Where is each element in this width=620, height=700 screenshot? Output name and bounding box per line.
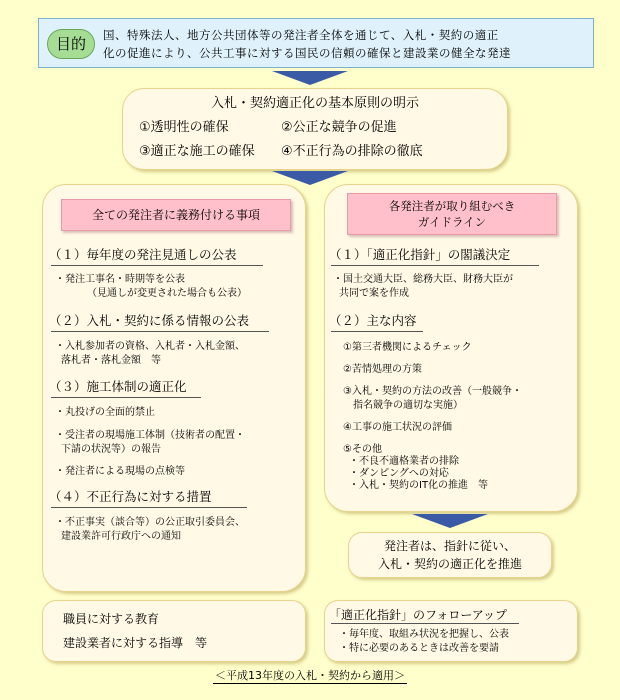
- footer-text: ＜平成13年度の入札・契約から適用＞: [215, 669, 405, 682]
- list-item: ・毎年度、取組み状況を把握し、公表: [339, 629, 509, 640]
- purpose-text: [103, 26, 587, 62]
- list-item: ・不正事実（談合等）の公正取引委員会、: [55, 517, 245, 528]
- principle-item: ②公正な競争の促進: [281, 120, 397, 135]
- down-arrow-icon: [412, 514, 488, 528]
- follow-box: [348, 532, 552, 578]
- footer-note: [0, 669, 620, 684]
- list-item: ・発注者による現場の点検等: [55, 466, 185, 477]
- principle-item: ①透明性の確保: [139, 120, 229, 135]
- list-item: ②苦情処理の方策: [343, 364, 422, 375]
- list-item: ・発注工事名・時期等を公表: [55, 274, 185, 285]
- section-heading: （１）毎年度の発注見通しの公表: [49, 247, 237, 262]
- list-item: ・受注者の現場施工体制（技術者の配置・: [55, 430, 245, 441]
- follow-line-1: 発注者は、指針に従い、: [383, 539, 516, 553]
- list-item: （見通しが変更された場合も公表）: [87, 288, 247, 299]
- underline: [331, 265, 539, 266]
- down-arrow-icon: [272, 171, 348, 185]
- purpose-banner: [38, 18, 594, 68]
- list-item: ・入札参加者の資格、入札者・入札金額、: [55, 341, 245, 352]
- education-line-2: 建設業者に対する指導 等: [63, 636, 208, 650]
- list-item: 下請の状況等）の報告: [61, 444, 161, 455]
- education-box: [42, 600, 306, 662]
- list-item: ③入札・契約の方法の改善（一般競争・: [343, 386, 522, 397]
- list-item: 建設業許可行政庁への通知: [61, 531, 181, 542]
- section-heading: （３）施工体制の適正化: [49, 379, 187, 394]
- list-item: 共同で案を作成: [339, 288, 409, 299]
- list-item: ・特に必要のあるときは改善を要請: [339, 643, 499, 654]
- list-item: ・ダンピングへの対応: [349, 468, 449, 479]
- purpose-line-2: 化の促進により、公共工事に対する国民の信頼の確保と建設業の健全な発達: [103, 46, 511, 60]
- education-line-1: 職員に対する教育: [63, 612, 160, 626]
- purpose-line-1: 国、特殊法人、地方公共団体等の発注者全体を通じて、入札・契約の適正: [103, 28, 499, 42]
- principles-box: [122, 88, 508, 170]
- section-heading: （４）不正行為に対する措置: [49, 489, 212, 504]
- list-item: ⑤その他: [343, 444, 382, 455]
- list-item: 落札者・落札金額 等: [61, 355, 161, 366]
- section-heading: （２）主な内容: [329, 313, 417, 328]
- list-item: 指名競争の適切な実施）: [353, 400, 463, 411]
- guideline-panel: [324, 184, 578, 512]
- guideline-header-line-1: 各発注者が取り組むべき: [388, 199, 516, 213]
- principles-title: 入札・契約適正化の基本原則の明示: [210, 96, 419, 111]
- underline: [51, 265, 263, 266]
- underline: [331, 623, 519, 624]
- underline: [51, 507, 247, 508]
- list-item: ④工事の施工状況の評価: [343, 422, 452, 433]
- purpose-tag: 目的: [47, 29, 95, 59]
- underline: [51, 397, 201, 398]
- followup-title: 「適正化指針」のフォローアップ: [329, 608, 507, 622]
- list-item: ・国土交通大臣、総務大臣、財務大臣が: [333, 274, 513, 285]
- underline: [331, 331, 423, 332]
- list-item: ①第三者機関によるチェック: [343, 342, 472, 353]
- guideline-header-line-2: ガイドライン: [417, 215, 487, 229]
- section-heading: （２）入札・契約に係る情報の公表: [49, 313, 250, 328]
- list-item: ・丸投げの全面的禁止: [55, 407, 155, 418]
- follow-line-2: 入札・契約の適正化を推進: [377, 557, 522, 571]
- guideline-header: [347, 193, 557, 235]
- section-heading: （１）「適正化指針」の閣議決定: [329, 247, 511, 262]
- list-item: ・不良不適格業者の排除: [349, 456, 459, 467]
- list-item: ・入札・契約のIT化の推進 等: [349, 480, 489, 491]
- principle-item: ③適正な施工の確保: [139, 144, 255, 159]
- principle-item: ④不正行為の排除の徹底: [281, 144, 423, 159]
- down-arrow-icon: [272, 71, 348, 85]
- followup-box: [324, 600, 578, 662]
- obligations-panel: [42, 184, 306, 592]
- obligations-header: 全ての発注者に義務付ける事項: [61, 199, 291, 231]
- underline: [51, 331, 269, 332]
